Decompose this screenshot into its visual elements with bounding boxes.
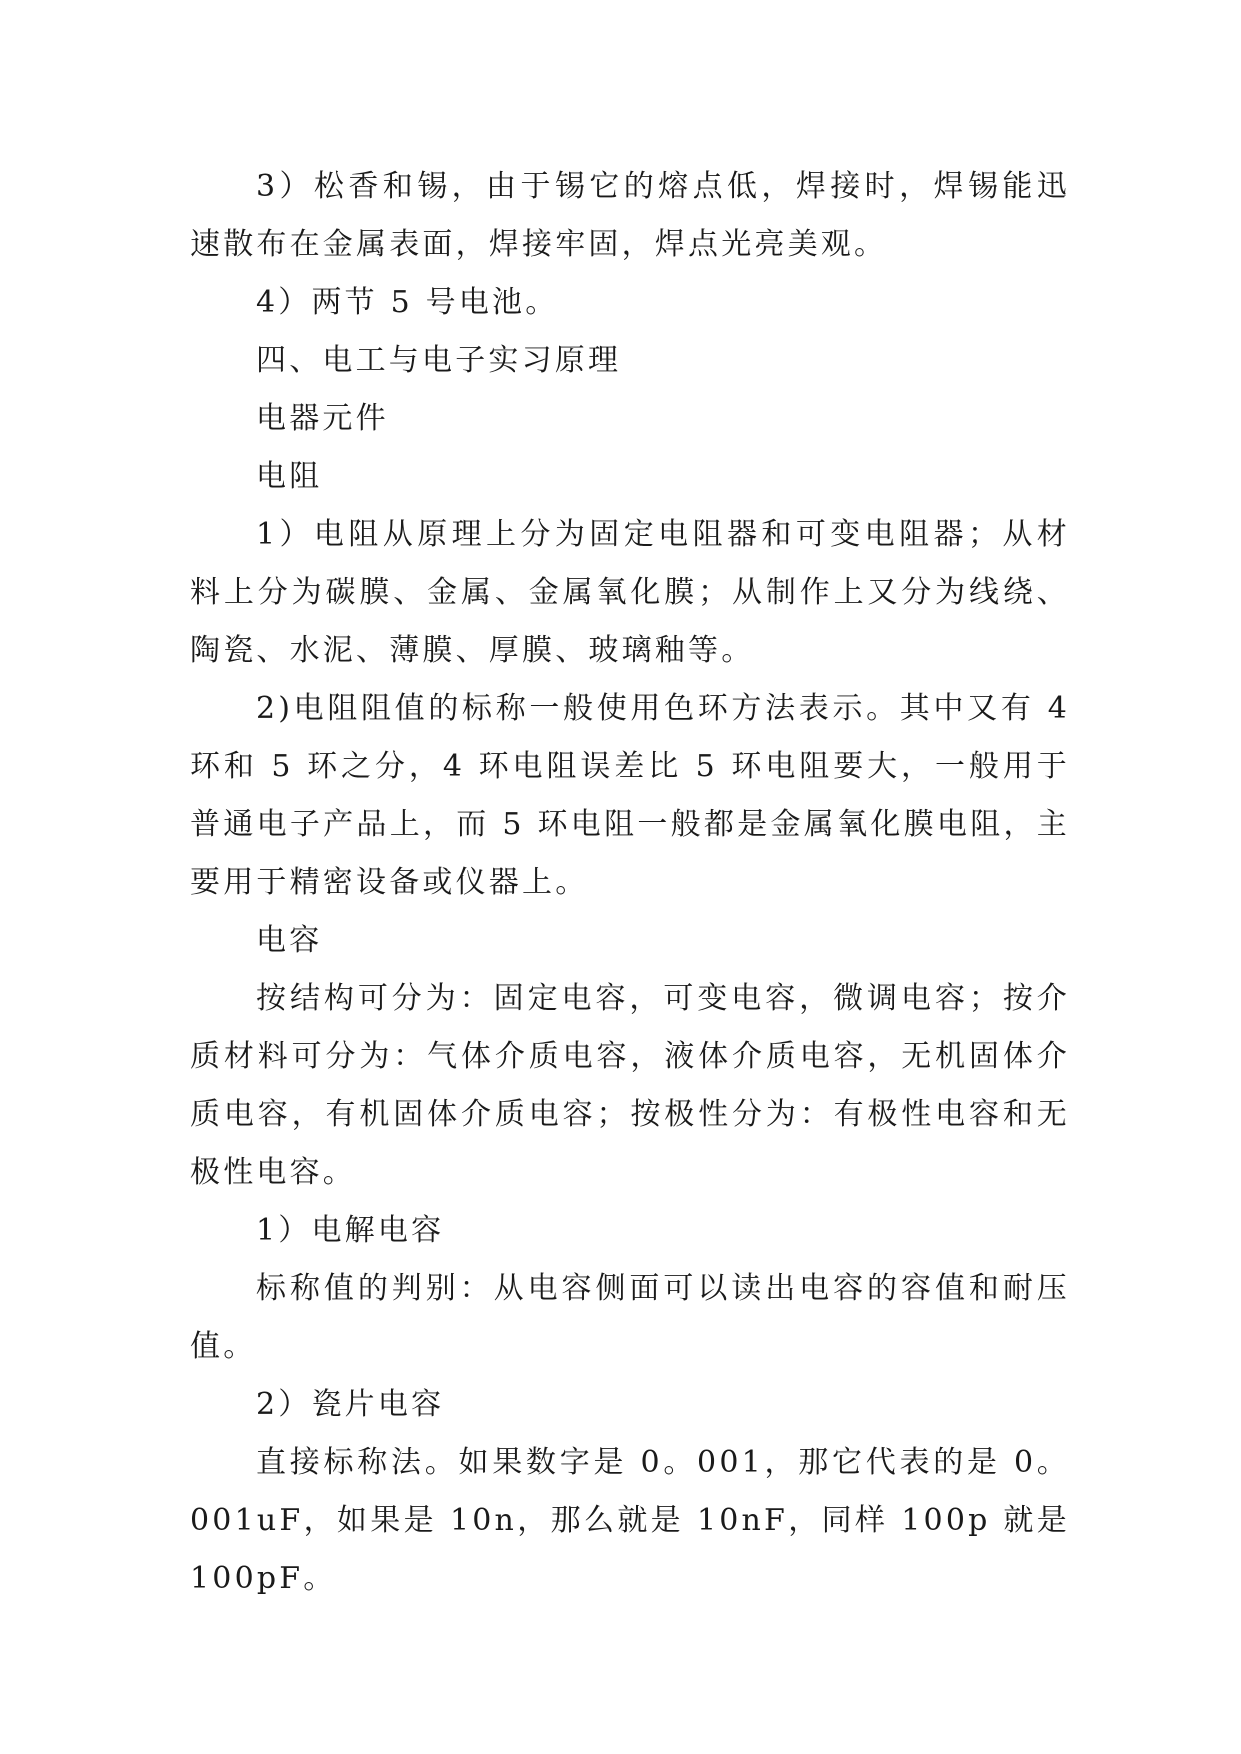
paragraph-solder: 3）松香和锡，由于锡它的熔点低，焊接时，焊锡能迅速散布在金属表面，焊接牢固，焊点光亮美观。 [190, 169, 1070, 262]
paragraph-direct-marking: 直接标称法。如果数字是 0。001，那它代表的是 0。001uF，如果是 10n，那么就是 10nF，同样 100p 就是 100pF。 [190, 1445, 1070, 1596]
subheading-resistor: 电阻 [256, 459, 323, 494]
paragraph-resistor-color-code: 2)电阻阻值的标称一般使用色环方法表示。其中又有 4 环和 5 环之分，4 环电阻误差比 5 环电阻要大，一般用于普通电子产品上，而 5 环电阻一般都是金属氧化膜电阻，主要用于精密设备或仪器上。 [190, 691, 1070, 900]
subheading-capacitor: 电容 [256, 923, 323, 958]
item-electrolytic-capacitor: 1）电解电容 [256, 1213, 445, 1248]
item-ceramic-capacitor: 2）瓷片电容 [256, 1387, 445, 1422]
paragraph-resistor-types: 1）电阻从原理上分为固定电阻器和可变电阻器；从材料上分为碳膜、金属、金属氧化膜；从制作上又分为线绕、陶瓷、水泥、薄膜、厚膜、玻璃釉等。 [190, 517, 1070, 668]
document-body [190, 158, 1070, 1608]
paragraph-battery: 4）两节 5 号电池。 [256, 285, 559, 320]
paragraph-capacitor-types: 按结构可分为：固定电容，可变电容，微调电容；按介质材料可分为：气体介质电容，液体介质电容，无机固体介质电容，有机固体介质电容；按极性分为：有极性电容和无极性电容。 [190, 981, 1070, 1190]
subheading-components: 电器元件 [256, 401, 389, 436]
section-heading: 四、电工与电子实习原理 [256, 343, 622, 378]
paragraph-nominal-value: 标称值的判别：从电容侧面可以读出电容的容值和耐压值。 [190, 1271, 1070, 1364]
